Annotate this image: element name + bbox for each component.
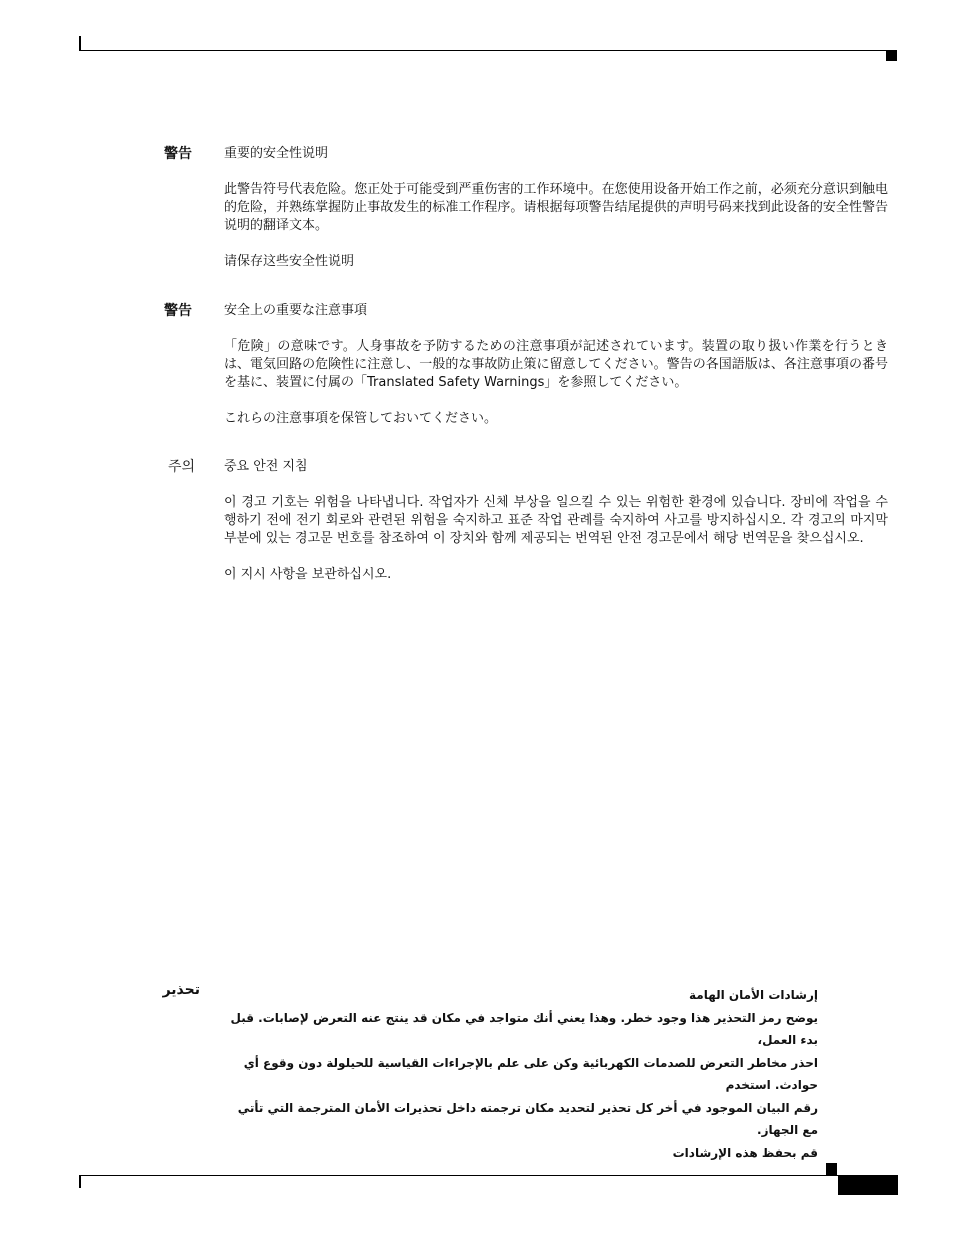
warning-title: 重要的安全性说明 xyxy=(224,146,329,161)
warning-closing: 请保存这些安全性说明 xyxy=(224,254,355,269)
warning-body-arabic xyxy=(222,984,818,1164)
warning-line: رقم البيان الموجود في أخر كل تحذير لتحديد مكان ترجمته داخل تحذيرات الأمان المترجمة التي تأتي مع الجهاز. xyxy=(237,1100,818,1137)
warning-label-korean: 주의 xyxy=(168,459,196,475)
warning-title: 安全上の重要な注意事項 xyxy=(224,303,368,318)
warning-line: يوضح رمز التحذير هذا وجود خطر. وهذا يعني أنك متواجد في مكان قد ينتج عنه التعرض لإصابات. قبل بدء العمل، xyxy=(230,1010,818,1047)
warning-closing: 이 지시 사항을 보관하십시오. xyxy=(224,567,392,582)
warning-body-korean xyxy=(224,458,888,584)
warning-paragraph: 이 경고 기호는 위험을 나타냅니다. 작업자가 신체 부상을 일으킬 수 있는 위험한 환경에 있습니다. 장비에 작업을 수행하기 전에 전기 회로와 관련된 위험을 숙지하고 표준 작업 관례를 숙지하여 사고를 방지하십시오. 각 경고의 마지막 부분에 있는 경고문 번호를 참조하여 이 장치와 함께 제공되는 번역된 안전 경고문에서 해당 번역문을 찾으십시오. xyxy=(224,495,888,546)
warning-closing: قم بحفظ هذه الإرشادات xyxy=(672,1145,818,1160)
warning-title: إرشادات الأمان الهامة xyxy=(689,988,818,1002)
warning-body-japanese xyxy=(224,302,888,428)
warning-label-arabic: تحذير xyxy=(162,982,200,998)
warning-label-chinese: 警告 xyxy=(164,146,192,162)
warning-paragraph: 「危険」の意味です。人身事故を予防するための注意事項が記述されています。装置の取り扱い作業を行うときは、電気回路の危険性に注意し、一般的な事故防止策に留意してください。警告の各国語版は、各注意事項の番号を基に、装置に付属の「Translated Safety Warnings」を参照してください。 xyxy=(224,339,888,390)
footer-corner-square xyxy=(826,1163,837,1175)
header-corner-square xyxy=(886,50,897,61)
footer-page-tab xyxy=(838,1175,898,1195)
footer-left-tick xyxy=(79,1175,81,1188)
header-rule xyxy=(79,50,897,51)
warning-closing: これらの注意事項を保管しておいてください。 xyxy=(224,411,498,426)
header-left-tick xyxy=(79,36,81,51)
warning-title: 중요 안전 지침 xyxy=(224,459,308,474)
footer-rule xyxy=(79,1175,839,1176)
warning-body-chinese xyxy=(224,145,888,271)
warning-paragraph: 此警告符号代表危险。您正处于可能受到严重伤害的工作环境中。在您使用设备开始工作之前，必须充分意识到触电的危险，并熟练掌握防止事故发生的标准工作程序。请根据每项警告结尾提供的声明号码来找到此设备的安全性警告说明的翻译文本。 xyxy=(224,182,888,233)
warning-line: احذر مخاطر التعرض للصدمات الكهربائية وكن على علم بالإجراءات القياسية للحيلولة دون وقوع أي حوادث. استخدم xyxy=(243,1055,818,1092)
warning-label-japanese: 警告 xyxy=(164,303,192,319)
